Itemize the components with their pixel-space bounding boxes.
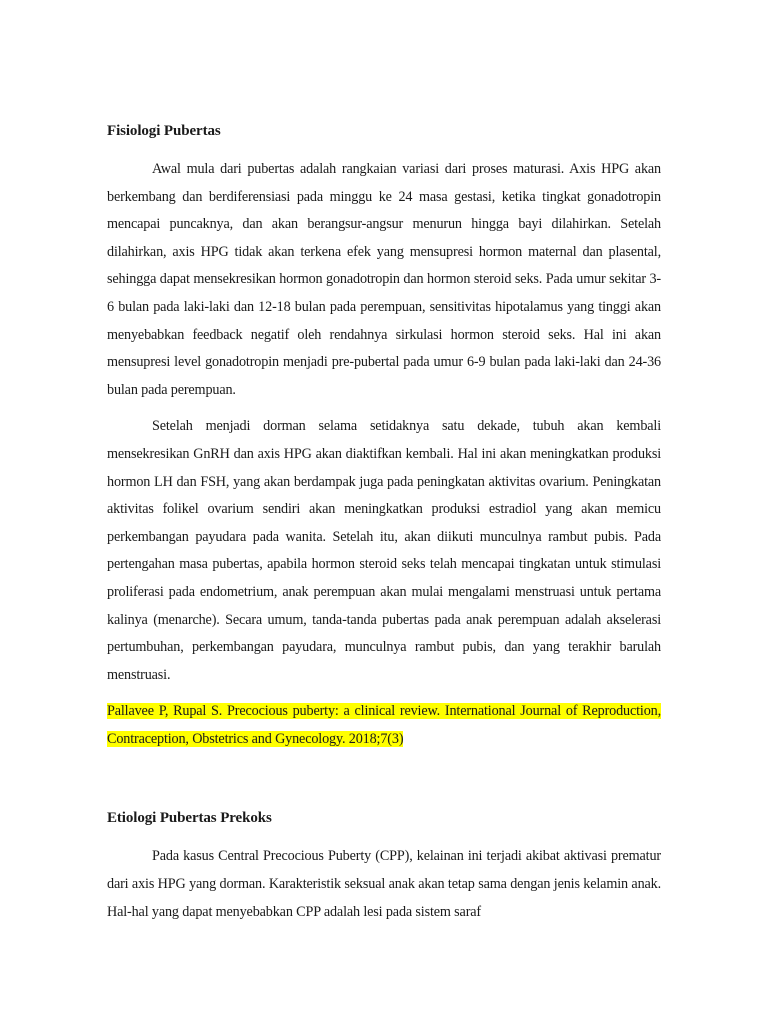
section-heading-etiologi-pubertas-prekoks: Etiologi Pubertas Prekoks xyxy=(107,810,272,827)
highlighted-reference-text: Pallavee P, Rupal S. Precocious puberty: a clinical review. International Journal of Reproduction, Contraception, Obstetrics and Gynecology. 2018;7(3) xyxy=(107,703,661,747)
paragraph: Pada kasus Central Precocious Puberty (CPP), kelainan ini terjadi akibat aktivasi prematur dari axis HPG yang dorman. Karakteristik seksual anak akan tetap sama dengan jenis kelamin anak. Hal-hal yang dapat menyebabkan CPP adalah lesi pada sistem saraf xyxy=(107,848,661,920)
section-heading-fisiologi-pubertas: Fisiologi Pubertas xyxy=(107,123,221,139)
paragraph: Awal mula dari pubertas adalah rangkaian variasi dari proses maturasi. Axis HPG akan berkembang dan berdiferensiasi pada minggu ke 24 masa gestasi, ketika tingkat gonadotropin mencapai puncaknya, dan akan berangsur-angsur menurun hingga bayi dilahirkan. Setelah dilahirkan, axis HPG tidak akan terkena efek yang mensupresi hormon maternal dan plasental, sehingga dapat mensekresikan hormon gonadotropin dan hormon steroid seks. Pada umur sekitar 3-6 bulan pada laki-laki dan 12-18 bulan pada perempuan, sensitivitas hipotalamus yang tinggi akan menyebabkan feedback negatif oleh rendahnya sirkulasi hormon steroid seks. Hal ini akan mensupresi level gonadotropin menjadi pre-pubertal pada umur 6-9 bulan pada laki-laki dan 24-36 bulan pada perempuan. xyxy=(107,161,661,398)
reference-citation xyxy=(107,698,661,753)
paragraph: Setelah menjadi dorman selama setidaknya satu dekade, tubuh akan kembali mensekresikan GnRH dan axis HPG akan diaktifkan kembali. Hal ini akan meningkatkan produksi hormon LH dan FSH, yang akan berdampak juga pada peningkatan aktivitas ovarium. Peningkatan aktivitas folikel ovarium sendiri akan meningkatkan produksi estradiol yang akan memicu perkembangan payudara pada wanita. Setelah itu, akan diikuti munculnya rambut pubis. Pada pertengahan masa pubertas, apabila hormon steroid seks telah mencapai tingkatan untuk stimulasi proliferasi pada endometrium, anak perempuan akan mulai mengalami menstruasi untuk pertama kalinya (menarche). Secara umum, tanda-tanda pubertas pada anak perempuan adalah akselerasi pertumbuhan, perkembangan payudara, munculnya rambut pubis, dan yang terakhir barulah menstruasi. xyxy=(107,418,661,683)
document-page xyxy=(107,118,661,926)
